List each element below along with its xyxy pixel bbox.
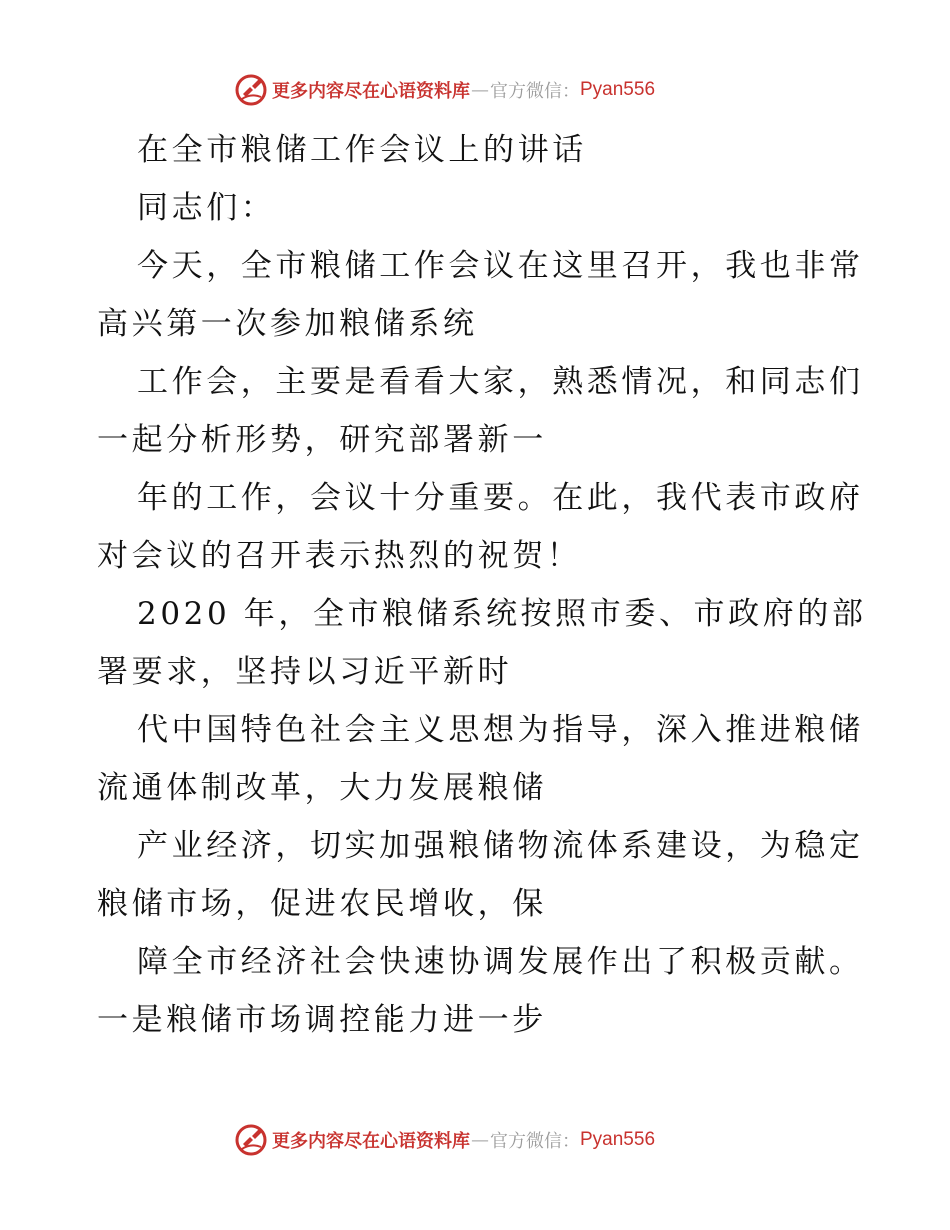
- text-line: 障全市经济社会快速协调发展作出了积极贡献。: [137, 944, 864, 980]
- banner-site-name: 更多内容尽在心语资料库: [272, 81, 470, 102]
- text-line: 工作会，主要是看看大家，熟悉情况，和同志们: [137, 364, 864, 400]
- banner-wechat-label: 官方微信：: [490, 81, 580, 102]
- text-line: 2020 年，全市粮储系统按照市委、市政府的部: [137, 596, 867, 632]
- text-line: 代中国特色社会主义思想为指导，深入推进粮储: [137, 712, 864, 748]
- salutation: 同志们：: [137, 190, 276, 226]
- banner-dash: —: [471, 1129, 489, 1151]
- text-line: 流通体制改革，大力发展粮储: [97, 770, 547, 806]
- text-line: 对会议的召开表示热烈的祝贺！: [97, 538, 582, 574]
- text-line: 产业经济，切实加强粮储物流体系建设，为稳定: [137, 828, 864, 864]
- text-line: 一起分析形势，研究部署新一: [97, 422, 547, 458]
- text-line: 署要求，坚持以习近平新时: [97, 654, 513, 690]
- header-watermark-banner: [234, 72, 655, 108]
- text-line: 一是粮储市场调控能力进一步: [97, 1002, 547, 1038]
- text-line: 年的工作，会议十分重要。在此，我代表市政府: [137, 480, 864, 516]
- document-body: [97, 121, 867, 1049]
- banner-wechat-id: Pyan556: [580, 1129, 656, 1150]
- banner-site-name: 更多内容尽在心语资料库: [272, 1131, 470, 1152]
- banner-wechat-id: Pyan556: [580, 79, 656, 100]
- banner-wechat-label: 官方微信：: [490, 1131, 580, 1152]
- footer-watermark-banner: [234, 1122, 655, 1158]
- document-title: 在全市粮储工作会议上的讲话: [137, 132, 587, 168]
- book-pen-logo-icon: [234, 73, 268, 107]
- text-line: 高兴第一次参加粮储系统: [97, 306, 478, 342]
- book-pen-logo-icon: [234, 1123, 268, 1157]
- text-line: 今天，全市粮储工作会议在这里召开，我也非常: [137, 248, 864, 284]
- banner-dash: —: [471, 79, 489, 101]
- text-line: 粮储市场，促进农民增收，保: [97, 886, 547, 922]
